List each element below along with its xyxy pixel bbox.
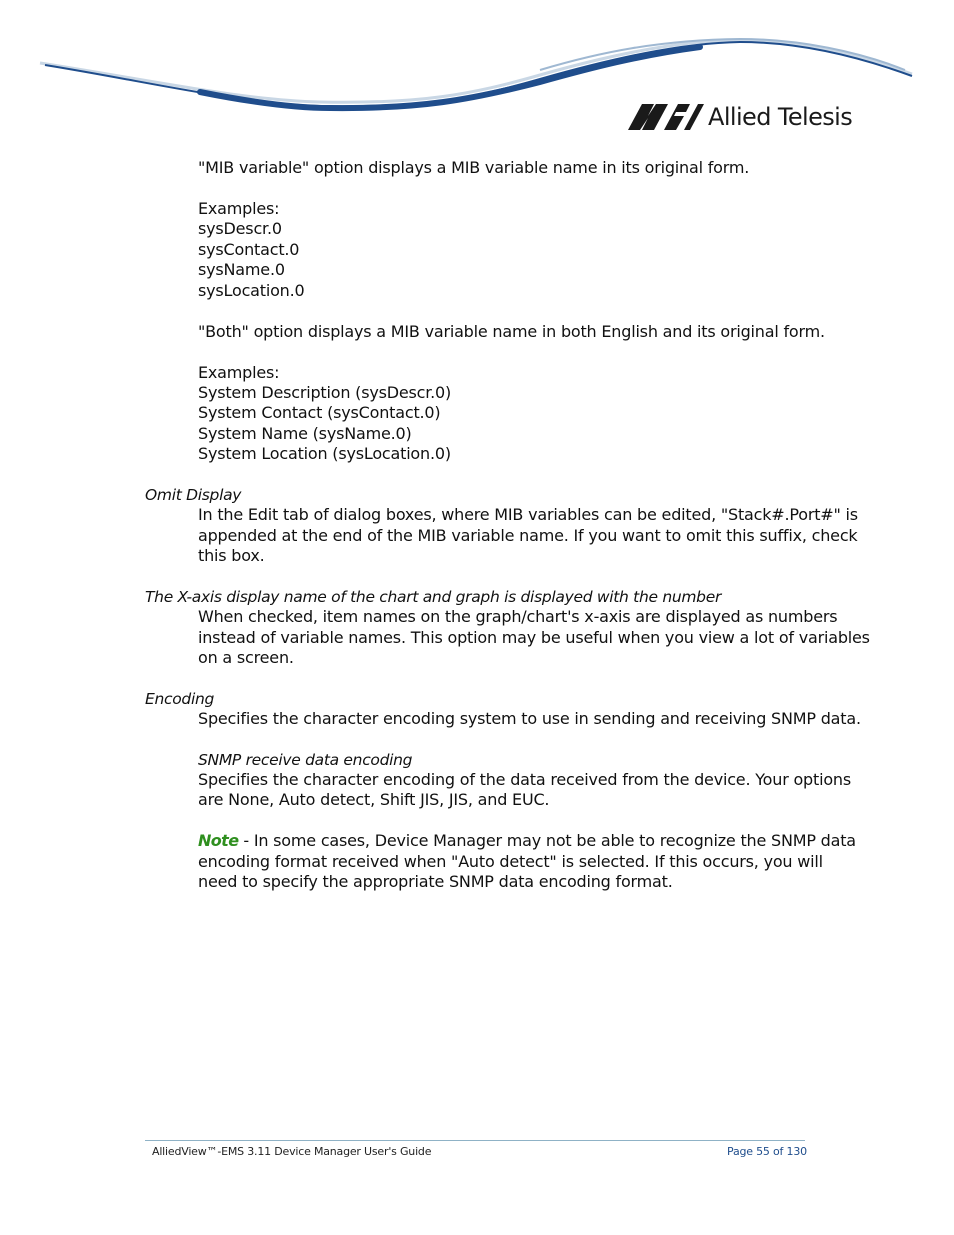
list-item: sysName.0: [198, 260, 285, 279]
brand-name: Allied Telesis: [708, 103, 853, 131]
allied-telesis-logo: [628, 100, 868, 134]
list-item: System Description (sysDescr.0): [198, 383, 452, 402]
list-item: System Location (sysLocation.0): [198, 444, 451, 463]
encoding-description: Specifies the character encoding system to use in sending and receiving SNMP data.: [198, 709, 861, 728]
note-text: - In some cases, Device Manager may not be able to recognize the SNMP data: [238, 831, 856, 850]
examples-label: Examples:: [198, 199, 280, 218]
list-item: System Contact (sysContact.0): [198, 403, 441, 422]
note-line: need to specify the appropriate SNMP data encoding format.: [198, 872, 673, 891]
both-paragraph: "Both" option displays a MIB variable name in both English and its original form.: [198, 322, 825, 341]
xaxis-heading: The X-axis display name of the chart and graph is displayed with the number: [145, 588, 722, 606]
omit-line: appended at the end of the MIB variable name. If you want to omit this suffix, check: [198, 526, 858, 545]
both-examples-label: Examples:: [198, 363, 280, 382]
list-item: sysContact.0: [198, 240, 300, 259]
note-label: Note: [198, 831, 239, 850]
omit-line: this box.: [198, 546, 265, 565]
xaxis-line: instead of variable names. This option may be useful when you view a lot of variables: [198, 628, 870, 647]
allied-telesis-mark-icon: [628, 104, 704, 130]
xaxis-line: When checked, item names on the graph/chart's x-axis are displayed as numbers: [198, 607, 838, 626]
encoding-heading: Encoding: [145, 690, 215, 708]
snmp-line: Specifies the character encoding of the data received from the device. Your options: [198, 770, 851, 789]
snmp-line: are None, Auto detect, Shift JIS, JIS, and EUC.: [198, 790, 550, 809]
note-line: encoding format received when "Auto detect" is selected. If this occurs, you will: [198, 852, 823, 871]
page-number: Page 55 of 130: [727, 1145, 807, 1158]
snmp-receive-heading: SNMP receive data encoding: [198, 751, 413, 769]
omit-line: In the Edit tab of dialog boxes, where MIB variables can be edited, "Stack#.Port#" is: [198, 505, 858, 524]
list-item: System Name (sysName.0): [198, 424, 412, 443]
list-item: sysLocation.0: [198, 281, 305, 300]
mib-paragraph: "MIB variable" option displays a MIB variable name in its original form.: [198, 158, 750, 177]
omit-display-heading: Omit Display: [145, 486, 242, 504]
footer-divider: [145, 1140, 805, 1141]
footer-title: AlliedView™-EMS 3.11 Device Manager User's Guide: [152, 1145, 432, 1158]
list-item: sysDescr.0: [198, 219, 282, 238]
note-line: [198, 831, 856, 852]
xaxis-line: on a screen.: [198, 648, 294, 667]
